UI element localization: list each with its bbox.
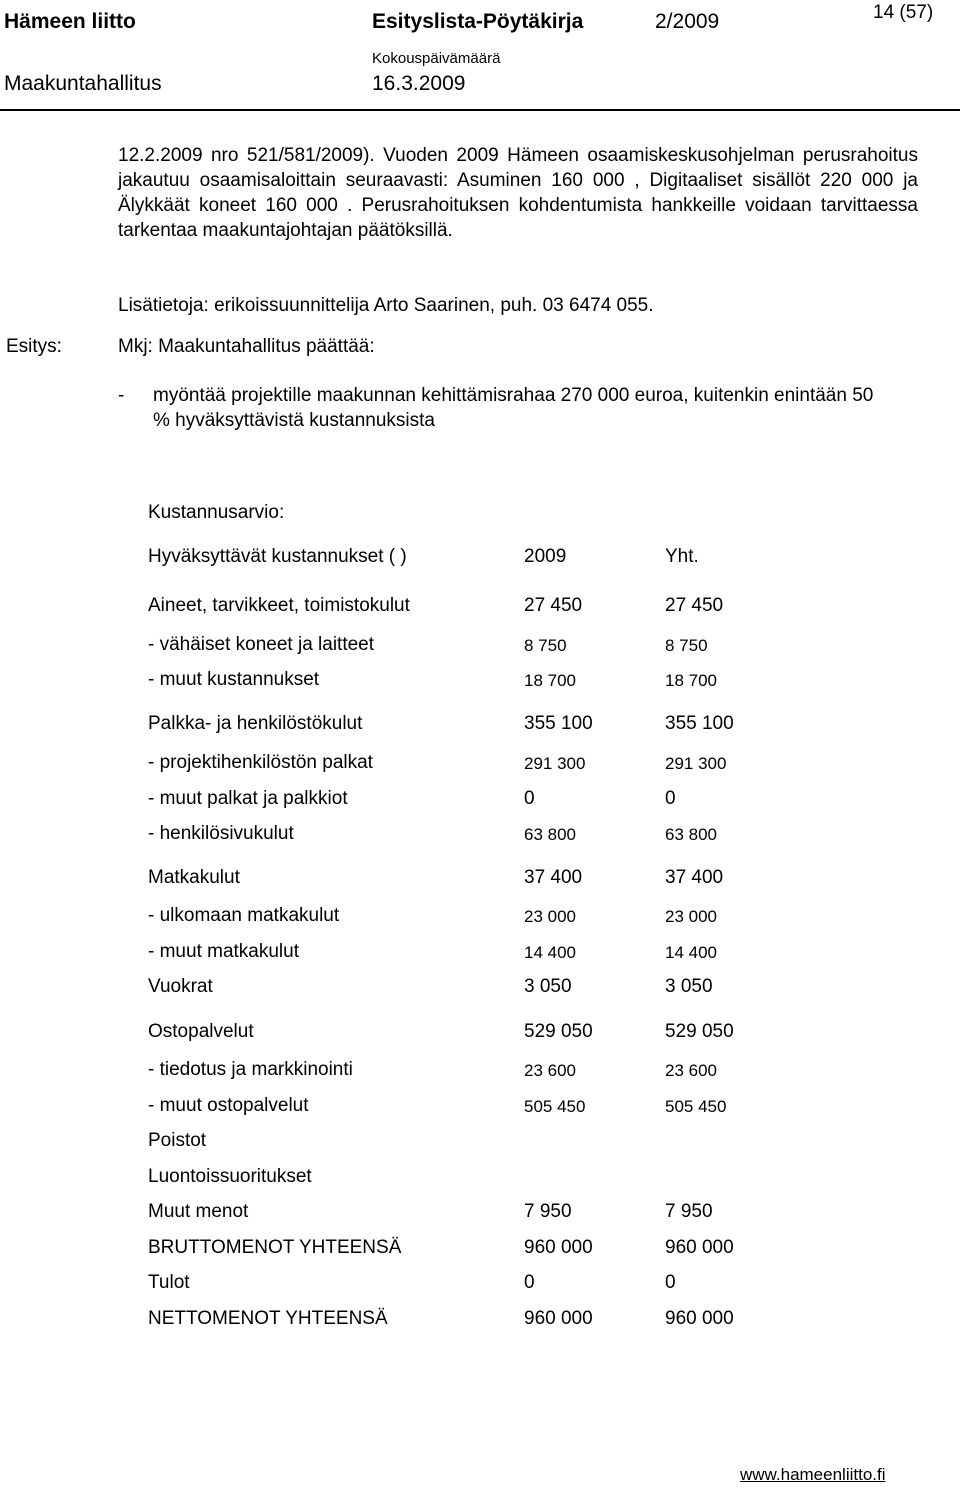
cost-category: - vähäiset koneet ja laitteet	[148, 634, 375, 655]
table-row	[148, 1308, 848, 1334]
table-row	[148, 1021, 848, 1047]
value-2009: 37 400	[524, 867, 583, 888]
value-total: 23 000	[665, 907, 717, 926]
cost-category: - muut palkat ja palkkiot	[148, 788, 348, 809]
cost-category: - muut ostopalvelut	[148, 1095, 309, 1116]
value-total: 291 300	[665, 754, 727, 773]
table-row	[148, 1201, 848, 1227]
cost-category: NETTOMENOT YHTEENSÄ	[148, 1308, 388, 1329]
intro-paragraph: 12.2.2009 nro 521/581/2009). Vuoden 2009 Hämeen osaamiskeskusohjelman perusrahoitus jakautuu osaamisaloittain seuraavasti: Asuminen 160 000 , Digitaaliset sisällöt 220 000 ja Älykkäät koneet 160 000 . Perusrahoituksen kohdentumista hankkeille voidaan tarvittaessa tarkentaa maakuntajohtajan päätöksillä.	[118, 145, 918, 241]
table-row	[148, 1130, 848, 1156]
value-total: 0	[665, 1272, 676, 1293]
document-type: Esityslista-Pöytäkirja	[372, 10, 584, 33]
value-total: 960 000	[665, 1308, 734, 1329]
table-row	[148, 1272, 848, 1298]
governing-body: Maakuntahallitus	[4, 72, 162, 95]
value-2009: 529 050	[524, 1021, 593, 1042]
table-row	[148, 976, 848, 1002]
cost-category: - muut matkakulut	[148, 941, 299, 962]
value-2009: 0	[524, 788, 535, 809]
value-2009: 18 700	[524, 671, 576, 690]
meeting-date-label: Kokouspäivämäärä	[372, 50, 501, 67]
header-cost-category: Hyväksyttävät kustannukset ( )	[148, 546, 407, 567]
value-2009: 27 450	[524, 595, 583, 616]
value-2009: 23 600	[524, 1061, 576, 1080]
cost-category: Vuokrat	[148, 976, 213, 997]
cost-category: Luontoissuoritukset	[148, 1166, 312, 1187]
value-2009: 505 450	[524, 1097, 586, 1116]
proposal-text: Mkj: Maakuntahallitus päättää:	[118, 336, 375, 357]
table-row	[148, 941, 848, 967]
value-total: 14 400	[665, 943, 717, 962]
table-row	[148, 669, 848, 695]
value-total: 7 950	[665, 1201, 713, 1222]
cost-category: Palkka- ja henkilöstökulut	[148, 713, 363, 734]
value-total: 23 600	[665, 1061, 717, 1080]
cost-category: - henkilösivukulut	[148, 823, 294, 844]
cost-category: - projektihenkilöstön palkat	[148, 752, 373, 773]
table-row	[148, 823, 848, 849]
footer-link[interactable]: www.hameenliitto.fi	[740, 1465, 886, 1484]
value-total: 960 000	[665, 1237, 734, 1258]
value-2009: 0	[524, 1272, 535, 1293]
value-total: 505 450	[665, 1097, 727, 1116]
table-row	[148, 788, 848, 814]
header-total: Yht.	[665, 546, 699, 567]
cost-category: - ulkomaan matkakulut	[148, 905, 340, 926]
cost-category: Muut menot	[148, 1201, 249, 1222]
value-total: 0	[665, 788, 676, 809]
value-total: 37 400	[665, 867, 724, 888]
table-row	[148, 595, 848, 621]
cost-category: Matkakulut	[148, 867, 240, 888]
budget-header-row	[148, 546, 848, 572]
value-total: 18 700	[665, 671, 717, 690]
table-row	[148, 752, 848, 778]
value-2009: 960 000	[524, 1308, 593, 1329]
cost-category: - muut kustannukset	[148, 669, 320, 690]
value-total: 355 100	[665, 713, 734, 734]
page-number: 14 (57)	[873, 2, 934, 23]
table-row	[148, 1166, 848, 1192]
proposal-label: Esitys:	[6, 336, 62, 357]
table-row	[148, 1095, 848, 1121]
value-2009: 3 050	[524, 976, 572, 997]
budget-title: Kustannusarvio:	[148, 502, 285, 523]
value-total: 8 750	[665, 636, 708, 655]
document-number: 2/2009	[655, 10, 720, 33]
table-row	[148, 867, 848, 893]
header-rule	[0, 109, 960, 111]
cost-category: Tulot	[148, 1272, 190, 1293]
table-row	[148, 634, 848, 660]
value-2009: 291 300	[524, 754, 586, 773]
table-row	[148, 905, 848, 931]
value-total: 529 050	[665, 1021, 734, 1042]
header-year: 2009	[524, 546, 567, 567]
value-2009: 23 000	[524, 907, 576, 926]
value-2009: 14 400	[524, 943, 576, 962]
table-row	[148, 713, 848, 739]
table-row	[148, 1059, 848, 1085]
value-2009: 63 800	[524, 825, 576, 844]
cost-category: BRUTTOMENOT YHTEENSÄ	[148, 1237, 402, 1258]
cost-category: Ostopalvelut	[148, 1021, 254, 1042]
cost-category: Aineet, tarvikkeet, toimistokulut	[148, 595, 410, 616]
value-total: 3 050	[665, 976, 713, 997]
cost-category: Poistot	[148, 1130, 207, 1151]
cost-category: - tiedotus ja markkinointi	[148, 1059, 353, 1080]
contact-info: Lisätietoja: erikoissuunnittelija Arto Saarinen, puh. 03 6474 055.	[118, 295, 654, 316]
value-total: 27 450	[665, 595, 724, 616]
org-name: Hämeen liitto	[4, 10, 136, 33]
value-2009: 7 950	[524, 1201, 572, 1222]
value-2009: 8 750	[524, 636, 567, 655]
list-dash: -	[118, 385, 125, 406]
value-2009: 960 000	[524, 1237, 593, 1258]
meeting-date: 16.3.2009	[372, 72, 466, 95]
value-2009: 355 100	[524, 713, 593, 734]
value-total: 63 800	[665, 825, 717, 844]
proposal-item: myöntää projektille maakunnan kehittämisrahaa 270 000 euroa, kuitenkin enintään 50 % hyväksyttävistä kustannuksista	[153, 385, 874, 431]
table-row	[148, 1237, 848, 1263]
